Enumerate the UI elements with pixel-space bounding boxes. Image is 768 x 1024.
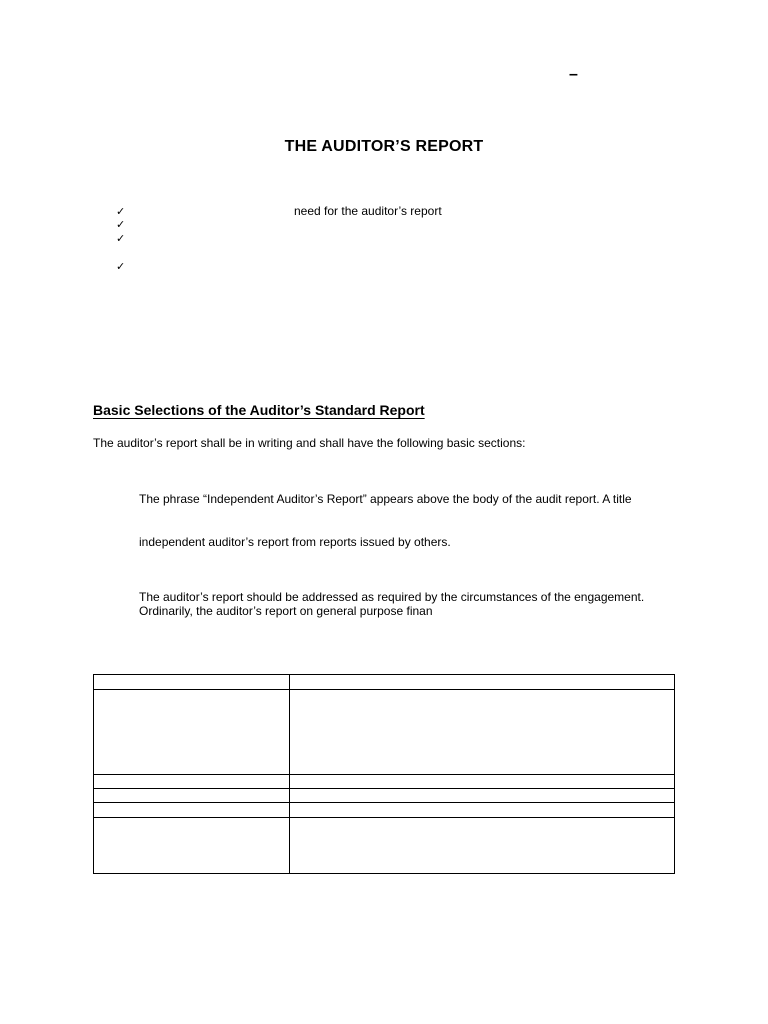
objective-item — [116, 231, 126, 246]
table-row — [94, 789, 675, 803]
checkmark-icon: ✓ — [116, 206, 126, 218]
table-row — [94, 690, 675, 775]
table-cell — [290, 775, 675, 789]
table-cell — [94, 803, 290, 818]
objective-item — [116, 259, 126, 274]
table-cell — [94, 675, 290, 690]
table-cell — [290, 803, 675, 818]
section-heading: Basic Selections of the Auditor’s Standard Report — [93, 402, 425, 418]
addressee-paragraph-line-2: Ordinarily, the auditor’s report on general purpose finan — [139, 604, 433, 618]
table-cell — [290, 789, 675, 803]
objective-text: need for the auditor’s report — [294, 204, 442, 218]
table-row — [94, 675, 675, 690]
section-intro: The auditor’s report shall be in writing and shall have the following basic sections: — [93, 436, 526, 450]
checkmark-icon: ✓ — [116, 233, 126, 245]
table-cell — [94, 775, 290, 789]
addressee-paragraph-line-1: The auditor’s report should be addressed as required by the circumstances of the engagement. — [139, 590, 645, 604]
objective-item — [116, 217, 126, 232]
checkmark-icon: ✓ — [116, 261, 126, 273]
table-cell — [94, 690, 290, 775]
header-dash: – — [569, 66, 578, 83]
page-title: THE AUDITOR’S REPORT — [284, 138, 484, 155]
table-cell — [94, 818, 290, 874]
table-row — [94, 803, 675, 818]
report-elements-table — [93, 674, 675, 874]
table-row — [94, 775, 675, 789]
table-cell — [94, 789, 290, 803]
table-cell — [290, 675, 675, 690]
title-paragraph-line-2: independent auditor’s report from reports issued by others. — [139, 535, 451, 549]
title-paragraph-line-1: The phrase “Independent Auditor’s Report” appears above the body of the audit report. A title — [139, 492, 632, 506]
table-row — [94, 818, 675, 874]
table-cell — [290, 690, 675, 775]
checkmark-icon: ✓ — [116, 219, 126, 231]
table-cell — [290, 818, 675, 874]
